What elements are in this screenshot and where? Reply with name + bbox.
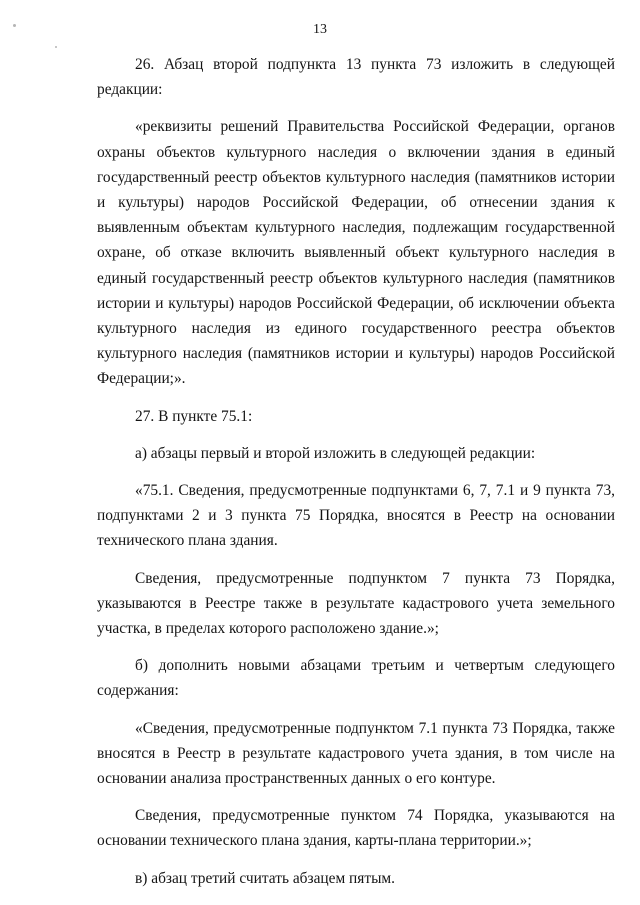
paragraph-item-27: 27. В пункте 75.1:: [135, 407, 253, 425]
quoted-new-fourth-paragraph: Сведения, предусмотренные пунктом 74 Порядка, указываются на основании технического плана здания, карты-плана территории.»;: [97, 807, 615, 850]
paragraph-item-26: 26. Абзац второй подпункта 13 пункта 73 изложить в следующей редакции:: [97, 56, 615, 99]
subitem-b-paragraph: б) дополнить новыми абзацами третьим и четвертым следующего содержания:: [97, 657, 615, 700]
document-body: [97, 52, 615, 891]
subitem-a-paragraph: а) абзацы первый и второй изложить в следующей редакции:: [135, 444, 536, 462]
quoted-75-1-paragraph: «75.1. Сведения, предусмотренные подпунктами 6, 7, 7.1 и 9 пункта 73, подпунктами 2 и 3 пункта 75 Порядка, вносятся в Реестр на основании технического плана здания.: [97, 482, 615, 550]
quoted-new-third-paragraph: «Сведения, предусмотренные подпунктом 7.1 пункта 73 Порядка, также вносятся в Реестр в результате кадастрового учета здания, в том числе на основании анализа пространственных данных о его контуре.: [97, 719, 615, 788]
quoted-amendment-paragraph: «реквизиты решений Правительства Российской Федерации, органов охраны объектов культурного наследия о включении здания в единый государственный реестр объектов культурного наследия (памятников истории и культуры) народов Российской Федерации, об отнесении здания к выявленным объектам культурного наследия, подлежащим государственной охране, об отказе включить выявленный объект культурного наследия в единый государственный реестр объектов культурного наследия (памятников истории и культуры) народов Российской Федерации, об исключении объекта культурного наследия из единого государственного реестра объектов культурного наследия (памятников истории и культуры) народов Российской Федерации;».: [97, 118, 615, 388]
page-number: 13: [313, 22, 327, 37]
subitem-v-paragraph: в) абзац третий считать абзацем пятым.: [135, 869, 396, 887]
quoted-details-paragraph: Сведения, предусмотренные подпунктом 7 пункта 73 Порядка, указываются в Реестре также в результате кадастрового учета земельного участка, в пределах которого расположено здание.»;: [97, 569, 615, 638]
scan-speck-mark: [55, 46, 57, 48]
